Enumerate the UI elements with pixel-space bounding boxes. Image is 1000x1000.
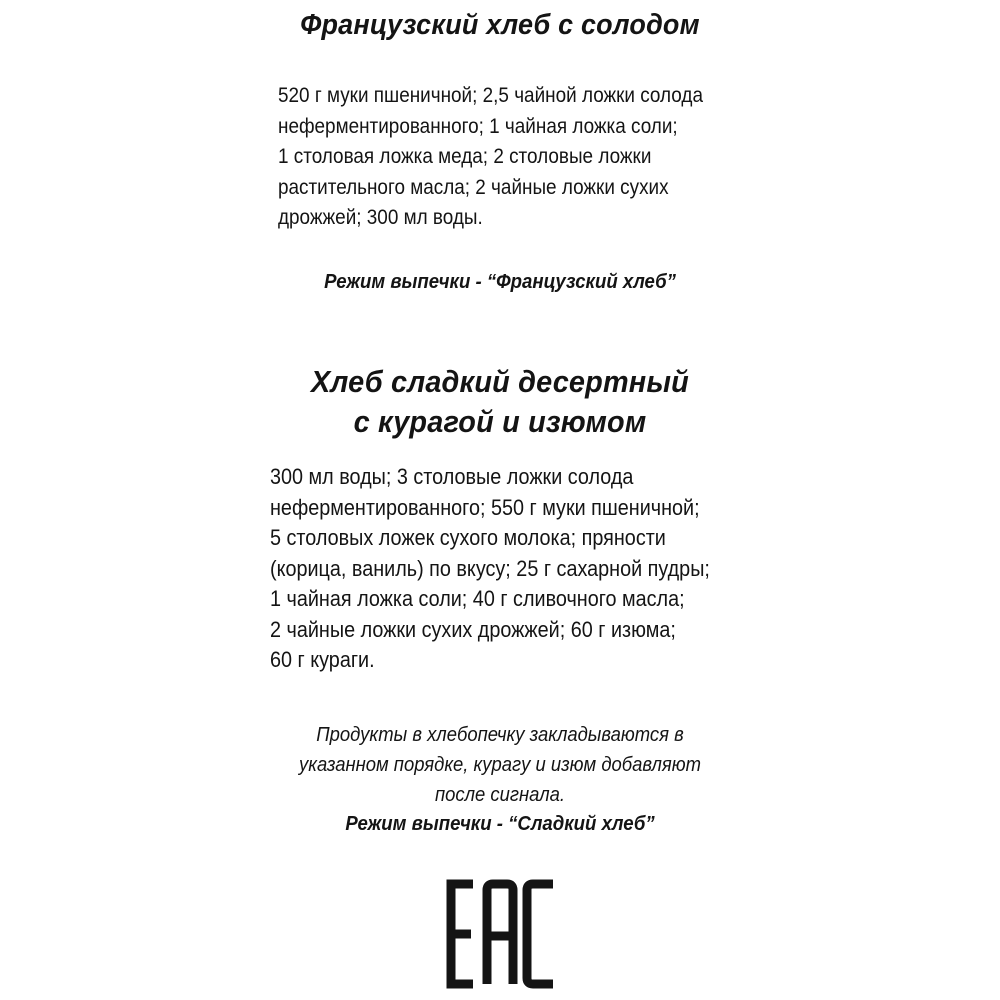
title-line: Хлеб сладкий десертный — [311, 364, 689, 399]
ingredients-line: 2 чайные ложки сухих дрожжей; 60 г изюма; — [270, 616, 676, 642]
recipe-1-ingredients — [278, 80, 703, 233]
recipe-2-baking-mode: Режим выпечки - “Сладкий хлеб” — [345, 813, 655, 835]
ingredients-line: растительного масла; 2 чайные ложки сухих — [278, 174, 669, 199]
ingredients-line: 1 столовая ложка меда; 2 столовые ложки — [278, 144, 652, 168]
eac-letter-e — [451, 884, 473, 984]
ingredients-line: 520 г муки пшеничной; 2,5 чайной ложки солода — [278, 83, 703, 107]
recipe-2-ingredients — [270, 462, 710, 676]
eac-letter-a — [487, 884, 513, 984]
ingredients-line: неферментированного; 1 чайная ложка соли; — [278, 113, 678, 138]
eac-mark-icon — [443, 878, 561, 990]
recipe-2-title — [35, 362, 965, 442]
eac-letter-c — [527, 884, 553, 984]
title-line: с курагой и изюмом — [353, 404, 647, 439]
ingredients-line: 300 мл воды; 3 столовые ложки солода — [270, 464, 634, 489]
note-line: Продукты в хлебопечку закладываются в — [316, 723, 684, 746]
note-line: после сигнала. — [434, 783, 566, 806]
ingredients-line: (корица, ваниль) по вкусу; 25 г сахарной пудры; — [270, 555, 710, 581]
ingredients-line: неферментированного; 550 г муки пшеничной; — [270, 494, 700, 520]
recipe-1-title: Французский хлеб с солодом — [300, 9, 700, 41]
recipe-2-note — [50, 720, 950, 810]
note-line: указанном порядке, курагу и изюм добавляют — [299, 753, 701, 776]
ingredients-line: 1 чайная ложка соли; 40 г сливочного масла; — [270, 586, 685, 611]
ingredients-line: 5 столовых ложек сухого молока; пряности — [270, 525, 666, 550]
ingredients-line: 60 г кураги. — [270, 647, 375, 672]
ingredients-line: дрожжей; 300 мл воды. — [278, 205, 483, 229]
recipe-1-baking-mode: Режим выпечки - “Французский хлеб” — [324, 271, 676, 293]
